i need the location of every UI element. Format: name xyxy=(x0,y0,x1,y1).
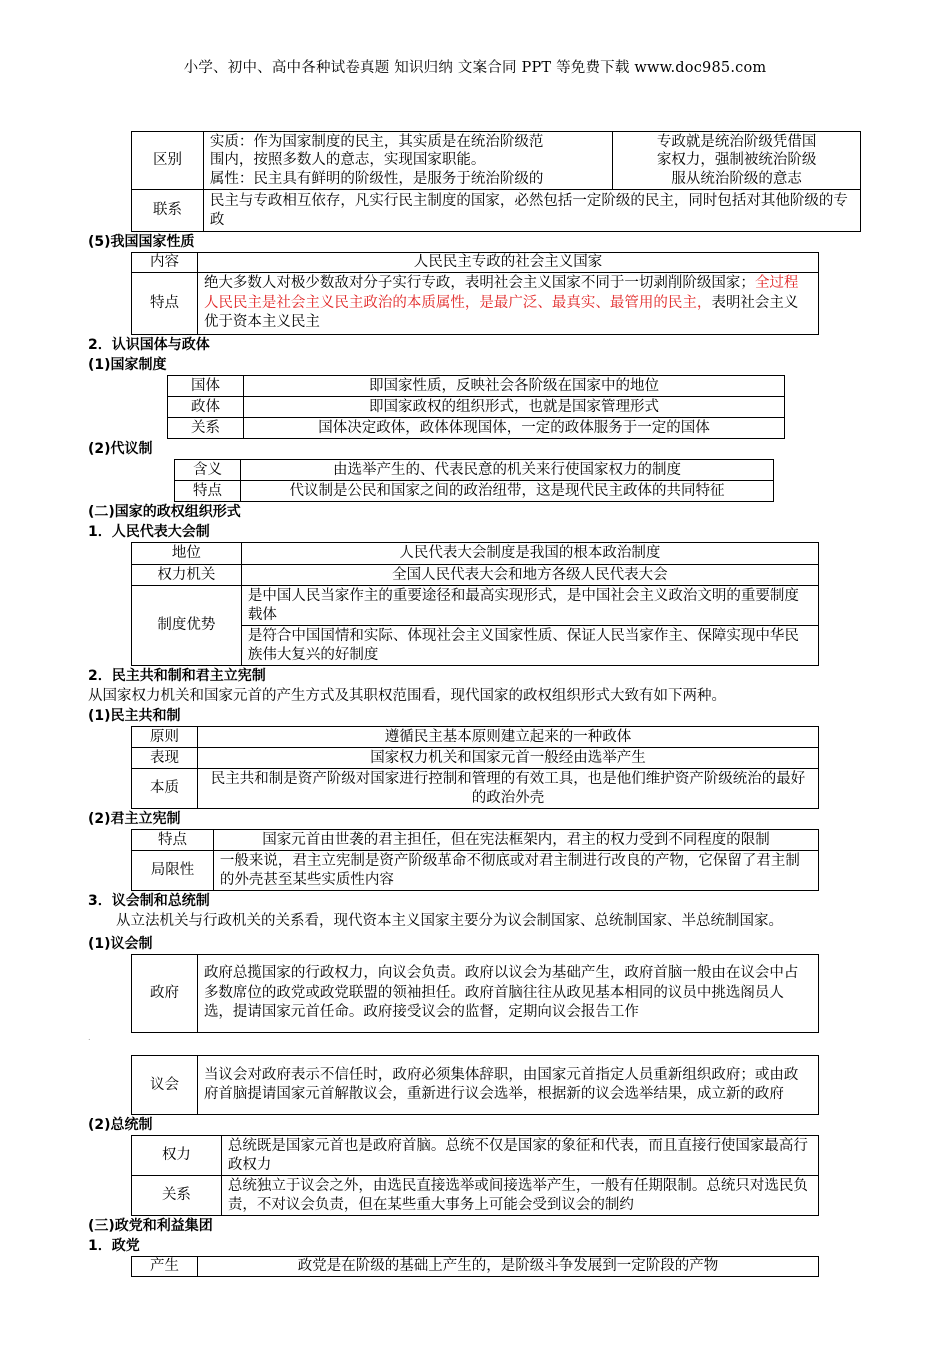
label-manifestation: 表现 xyxy=(132,748,198,769)
heading-republic-monarchy: 2．民主共和制和君主立宪制 xyxy=(88,668,266,684)
label-essence: 本质 xyxy=(132,769,198,809)
parliamentary-parliament-table xyxy=(131,1055,819,1115)
difference-left-line: 围内，按照多数人的意志，实现国家职能。 xyxy=(209,152,486,169)
label-status: 地位 xyxy=(132,543,242,565)
difference-left-cell xyxy=(203,132,612,190)
representative-system-table xyxy=(174,459,774,502)
heading-parliamentary-system: (1)议会制 xyxy=(88,936,153,952)
parliamentary-government-table xyxy=(131,954,819,1033)
nature-content: 人民民主专政的社会主义国家 xyxy=(197,253,818,273)
status-text: 人民代表大会制度是我国的根本政治制度 xyxy=(241,543,818,565)
difference-right-line: 专政就是统治阶级凭借国 xyxy=(656,133,817,150)
difference-left-line: 属性：民主具有鲜明的阶级性，是服务于统治阶级的 xyxy=(209,170,544,187)
feature-text-a: 绝大多数人对极少数敌对分子实行专政，表明社会主义国家不同于一切剥削阶级国家； xyxy=(203,275,755,292)
heading-presidential-system: (2)总统制 xyxy=(88,1117,153,1133)
label-advantage: 制度优势 xyxy=(132,586,242,666)
heading-representative-system: (2)代议制 xyxy=(88,441,153,457)
party-table xyxy=(131,1256,819,1277)
label-power-organ: 权力机关 xyxy=(132,565,242,586)
heading-npc-system: 1．人民代表大会制 xyxy=(88,524,210,540)
essence-text: 民主共和制是资产阶级对国家进行控制和管理的有效工具，也是他们维护资产阶级统治的最好的政治外壳 xyxy=(197,769,818,809)
heading-constitutional-monarchy: (2)君主立宪制 xyxy=(88,811,181,827)
heading-democratic-republic: (1)民主共和制 xyxy=(88,708,181,724)
label-principle: 原则 xyxy=(132,727,198,748)
nature-feature xyxy=(197,273,818,335)
democracy-dictatorship-table xyxy=(131,131,861,232)
label-government-form: 政体 xyxy=(168,397,244,418)
label-parliament: 议会 xyxy=(132,1056,198,1115)
label-limitation: 局限性 xyxy=(132,851,214,891)
label-monarchy-feature: 特点 xyxy=(132,830,214,851)
government-form-text: 即国家政权的组织形式，也就是国家管理形式 xyxy=(243,397,784,418)
npc-table xyxy=(131,542,819,666)
origin-text: 政党是在阶级的基础上产生的，是阶级斗争发展到一定阶段的产物 xyxy=(197,1257,818,1277)
heading-parliamentary-presidential: 3．议会制和总统制 xyxy=(88,893,210,909)
heading-national-system: (1)国家制度 xyxy=(88,357,167,373)
limitation-text: 一般来说，君主立宪制是资产阶级革命不彻底或对君主制进行改良的产物，它保留了君主制的外壳甚至某些实质性内容 xyxy=(213,851,818,891)
heading-parties-interest-groups: (三)政党和利益集团 xyxy=(88,1218,213,1234)
label-rep-feature: 特点 xyxy=(175,481,241,502)
heading-political-party: 1．政党 xyxy=(88,1238,140,1254)
heading-regime-form: (二)国家的政权组织形式 xyxy=(88,504,241,520)
monarchy-feature-text: 国家元首由世袭的君主担任，但在宪法框架内，君主的权力受到不同程度的限制 xyxy=(213,830,818,851)
presidential-table xyxy=(131,1135,819,1216)
page-header: 小学、初中、高中各种试卷真题 知识归纳 文案合同 PPT 等免费下载 www.doc985.com xyxy=(183,60,767,76)
connection-text: 民主与专政相互依存，凡实行民主制度的国家，必然包括一定阶级的民主，同时包括对其他阶级的专政 xyxy=(203,190,860,232)
label-meaning: 含义 xyxy=(175,460,241,481)
label-origin: 产生 xyxy=(132,1257,198,1277)
feature-text-highlight: 全过程人民民主是社会主义民主政治的本质属性，是最广泛、最真实、最管用的民主， xyxy=(203,275,799,311)
power-organ-text: 全国人民代表大会和地方各级人民代表大会 xyxy=(241,565,818,586)
meaning-text: 由选举产生的、代表民意的机关来行使国家权力的制度 xyxy=(240,460,773,481)
parliament-text: 当议会对政府表示不信任时，政府必须集体辞职，由国家元首指定人员重新组织政府；或由政府首脑提请国家元首解散议会，重新进行议会选举，根据新的议会选举结果，成立新的政府 xyxy=(197,1056,818,1115)
label-state-system: 国体 xyxy=(168,376,244,397)
constitutional-monarchy-table xyxy=(131,829,819,891)
principle-text: 遵循民主基本原则建立起来的一种政体 xyxy=(197,727,818,748)
advantage-text-2: 是符合中国国情和实际、体现社会主义国家性质、保证人民当家作主、保障实现中华民族伟大复兴的好制度 xyxy=(241,626,818,666)
government-text: 政府总揽国家的行政权力，向议会负责。政府以议会为基础产生，政府首脑一般由在议会中占多数席位的政党或政党联盟的领袖担任。政府首脑往往从政见基本相同的议员中挑选阁员人选，提请国家元首任命。政府接受议会的监督，定期向议会报告工作 xyxy=(197,955,818,1033)
label-connection: 联系 xyxy=(132,190,204,232)
heading-state-form: 2．认识国体与政体 xyxy=(88,337,210,353)
advantage-text-1: 是中国人民当家作主的重要途径和最高实现形式，是中国社会主义政治文明的重要制度载体 xyxy=(241,586,818,626)
relation-text: 国体决定政体，政体体现国体，一定的政体服务于一定的国体 xyxy=(243,418,784,439)
power-text: 总统既是国家元首也是政府首脑。总统不仅是国家的象征和代表，而且直接行使国家最高行政权力 xyxy=(221,1136,818,1176)
manifestation-text: 国家权力机关和国家元首一般经由选举产生 xyxy=(197,748,818,769)
label-feature: 特点 xyxy=(132,273,198,335)
label-content: 内容 xyxy=(132,253,198,273)
difference-right-line: 服从统治阶级的意志 xyxy=(671,170,802,187)
label-pres-relation: 关系 xyxy=(132,1176,222,1216)
difference-right-cell xyxy=(613,132,861,190)
label-relation: 关系 xyxy=(168,418,244,439)
paragraph-regime-intro: 从国家权力机关和国家元首的产生方式及其职权范围看，现代国家的政权组织形式大致有如下两种。 xyxy=(88,688,726,704)
difference-left-line: 实质：作为国家制度的民主，其实质是在统治阶级范 xyxy=(209,133,544,150)
label-power: 权力 xyxy=(132,1136,222,1176)
state-system-text: 即国家性质，反映社会各阶级在国家中的地位 xyxy=(243,376,784,397)
rep-feature-text: 代议制是公民和国家之间的政治纽带，这是现代民主政体的共同特征 xyxy=(240,481,773,502)
label-difference: 区别 xyxy=(132,132,204,190)
feature-text-b: 表明社会主义优于资本主义民主 xyxy=(203,294,799,331)
page-break-marker: . xyxy=(88,1033,91,1042)
pres-relation-text: 总统独立于议会之外，由选民直接选举或间接选举产生，一般有任期限制。总统只对选民负责，不对议会负责，但在某些重大事务上可能会受到议会的制约 xyxy=(221,1176,818,1216)
national-nature-table xyxy=(131,252,819,335)
label-government: 政府 xyxy=(132,955,198,1033)
document-body xyxy=(88,131,856,1277)
national-system-table xyxy=(167,375,785,439)
paragraph-capitalist-types: 从立法机关与行政机关的关系看，现代资本主义国家主要分为议会制国家、总统制国家、半总统制国家。 xyxy=(116,913,783,929)
democratic-republic-table xyxy=(131,726,819,809)
difference-right-line: 家权力，强制被统治阶级 xyxy=(656,152,817,169)
heading-national-nature: (5)我国国家性质 xyxy=(88,234,195,250)
